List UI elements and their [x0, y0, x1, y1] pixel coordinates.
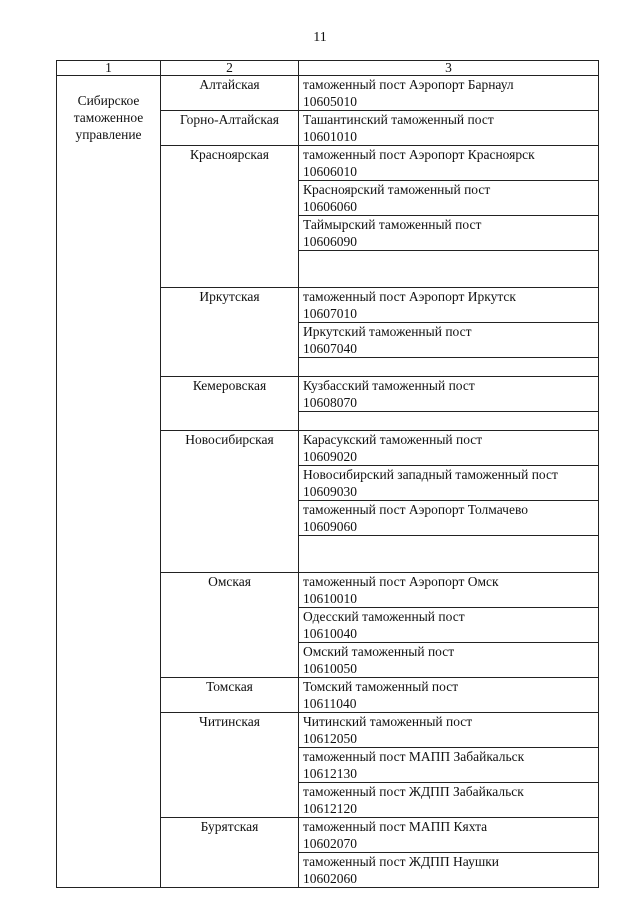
customs-post-cell — [299, 323, 599, 358]
customs-post-name: Кузбасский таможенный пост — [303, 378, 475, 393]
region-cell: Алтайская — [161, 76, 299, 111]
customs-post-name: таможенный пост Аэропорт Омск — [303, 574, 499, 589]
customs-post-code: 10602060 — [303, 871, 357, 886]
customs-post-cell — [299, 431, 599, 466]
customs-post-name: Омский таможенный пост — [303, 644, 455, 659]
customs-post-code: 10609020 — [303, 449, 357, 464]
customs-posts-table — [56, 60, 599, 888]
customs-post-code: 10606010 — [303, 164, 357, 179]
region-cell: Новосибирская — [161, 431, 299, 573]
customs-post-cell — [299, 501, 599, 536]
table-header-row — [57, 61, 599, 76]
customs-post-cell — [299, 111, 599, 146]
region-cell: Читинская — [161, 713, 299, 818]
customs-post-code: 10607040 — [303, 341, 357, 356]
customs-post-name: таможенный пост ЖДПП Наушки — [303, 854, 500, 869]
customs-post-cell — [299, 377, 599, 412]
region-cell: Омская — [161, 573, 299, 678]
column-header-3: 3 — [299, 61, 599, 76]
customs-post-code: 10606060 — [303, 199, 357, 214]
customs-post-code: 10610010 — [303, 591, 357, 606]
customs-post-code: 10610050 — [303, 661, 357, 676]
customs-post-code: 10601010 — [303, 129, 357, 144]
customs-post-cell — [299, 853, 599, 888]
customs-post-name: таможенный пост МАПП Забайкальск — [303, 749, 525, 764]
customs-post-name: Ташантинский таможенный пост — [303, 112, 494, 127]
customs-post-cell — [299, 146, 599, 181]
customs-post-cell — [299, 643, 599, 678]
customs-post-cell — [299, 466, 599, 501]
customs-post-name: Таймырский таможенный пост — [303, 217, 482, 232]
customs-post-cell — [299, 713, 599, 748]
empty-cell — [299, 412, 599, 431]
customs-post-cell — [299, 181, 599, 216]
customs-post-name: Карасукский таможенный пост — [303, 432, 483, 447]
customs-post-code: 10605010 — [303, 94, 357, 109]
customs-post-name: таможенный пост Аэропорт Красноярск — [303, 147, 535, 162]
region-cell: Кемеровская — [161, 377, 299, 431]
customs-post-name: Новосибирский западный таможенный пост — [303, 467, 558, 482]
customs-post-code: 10607010 — [303, 306, 357, 321]
customs-post-cell — [299, 288, 599, 323]
customs-post-code: 10612130 — [303, 766, 357, 781]
customs-post-cell — [299, 818, 599, 853]
customs-post-name: таможенный пост Аэропорт Толмачево — [303, 502, 528, 517]
customs-post-cell — [299, 76, 599, 111]
customs-post-name: Иркутский таможенный пост — [303, 324, 472, 339]
empty-cell — [299, 358, 599, 377]
customs-post-cell — [299, 678, 599, 713]
empty-cell — [299, 536, 599, 573]
customs-post-name: Красноярский таможенный пост — [303, 182, 491, 197]
customs-post-cell — [299, 608, 599, 643]
customs-post-code: 10612050 — [303, 731, 357, 746]
page-number: 11 — [313, 30, 327, 45]
department-cell: Сибирское таможенное управление — [57, 76, 161, 888]
customs-post-code: 10610040 — [303, 626, 357, 641]
empty-cell — [299, 251, 599, 288]
region-cell: Красноярская — [161, 146, 299, 288]
customs-post-name: таможенный пост МАПП Кяхта — [303, 819, 488, 834]
region-cell: Томская — [161, 678, 299, 713]
region-cell: Иркутская — [161, 288, 299, 377]
customs-post-cell — [299, 216, 599, 251]
customs-post-name: Одесский таможенный пост — [303, 609, 465, 624]
customs-post-name: Томский таможенный пост — [303, 679, 459, 694]
customs-post-name: таможенный пост Аэропорт Иркутск — [303, 289, 516, 304]
customs-post-code: 10609030 — [303, 484, 357, 499]
customs-post-cell — [299, 573, 599, 608]
column-header-2: 2 — [161, 61, 299, 76]
customs-post-code: 10612120 — [303, 801, 357, 816]
customs-post-code: 10608070 — [303, 395, 357, 410]
column-header-1: 1 — [57, 61, 161, 76]
customs-post-code: 10609060 — [303, 519, 357, 534]
customs-post-name: таможенный пост Аэропорт Барнаул — [303, 77, 514, 92]
customs-post-cell — [299, 748, 599, 783]
customs-post-name: Читинский таможенный пост — [303, 714, 473, 729]
table-row — [57, 76, 599, 111]
customs-post-code: 10606090 — [303, 234, 357, 249]
customs-post-cell — [299, 783, 599, 818]
customs-post-name: таможенный пост ЖДПП Забайкальск — [303, 784, 524, 799]
region-cell: Горно-Алтайская — [161, 111, 299, 146]
region-cell: Бурятская — [161, 818, 299, 888]
customs-post-code: 10602070 — [303, 836, 357, 851]
customs-post-code: 10611040 — [303, 696, 357, 711]
